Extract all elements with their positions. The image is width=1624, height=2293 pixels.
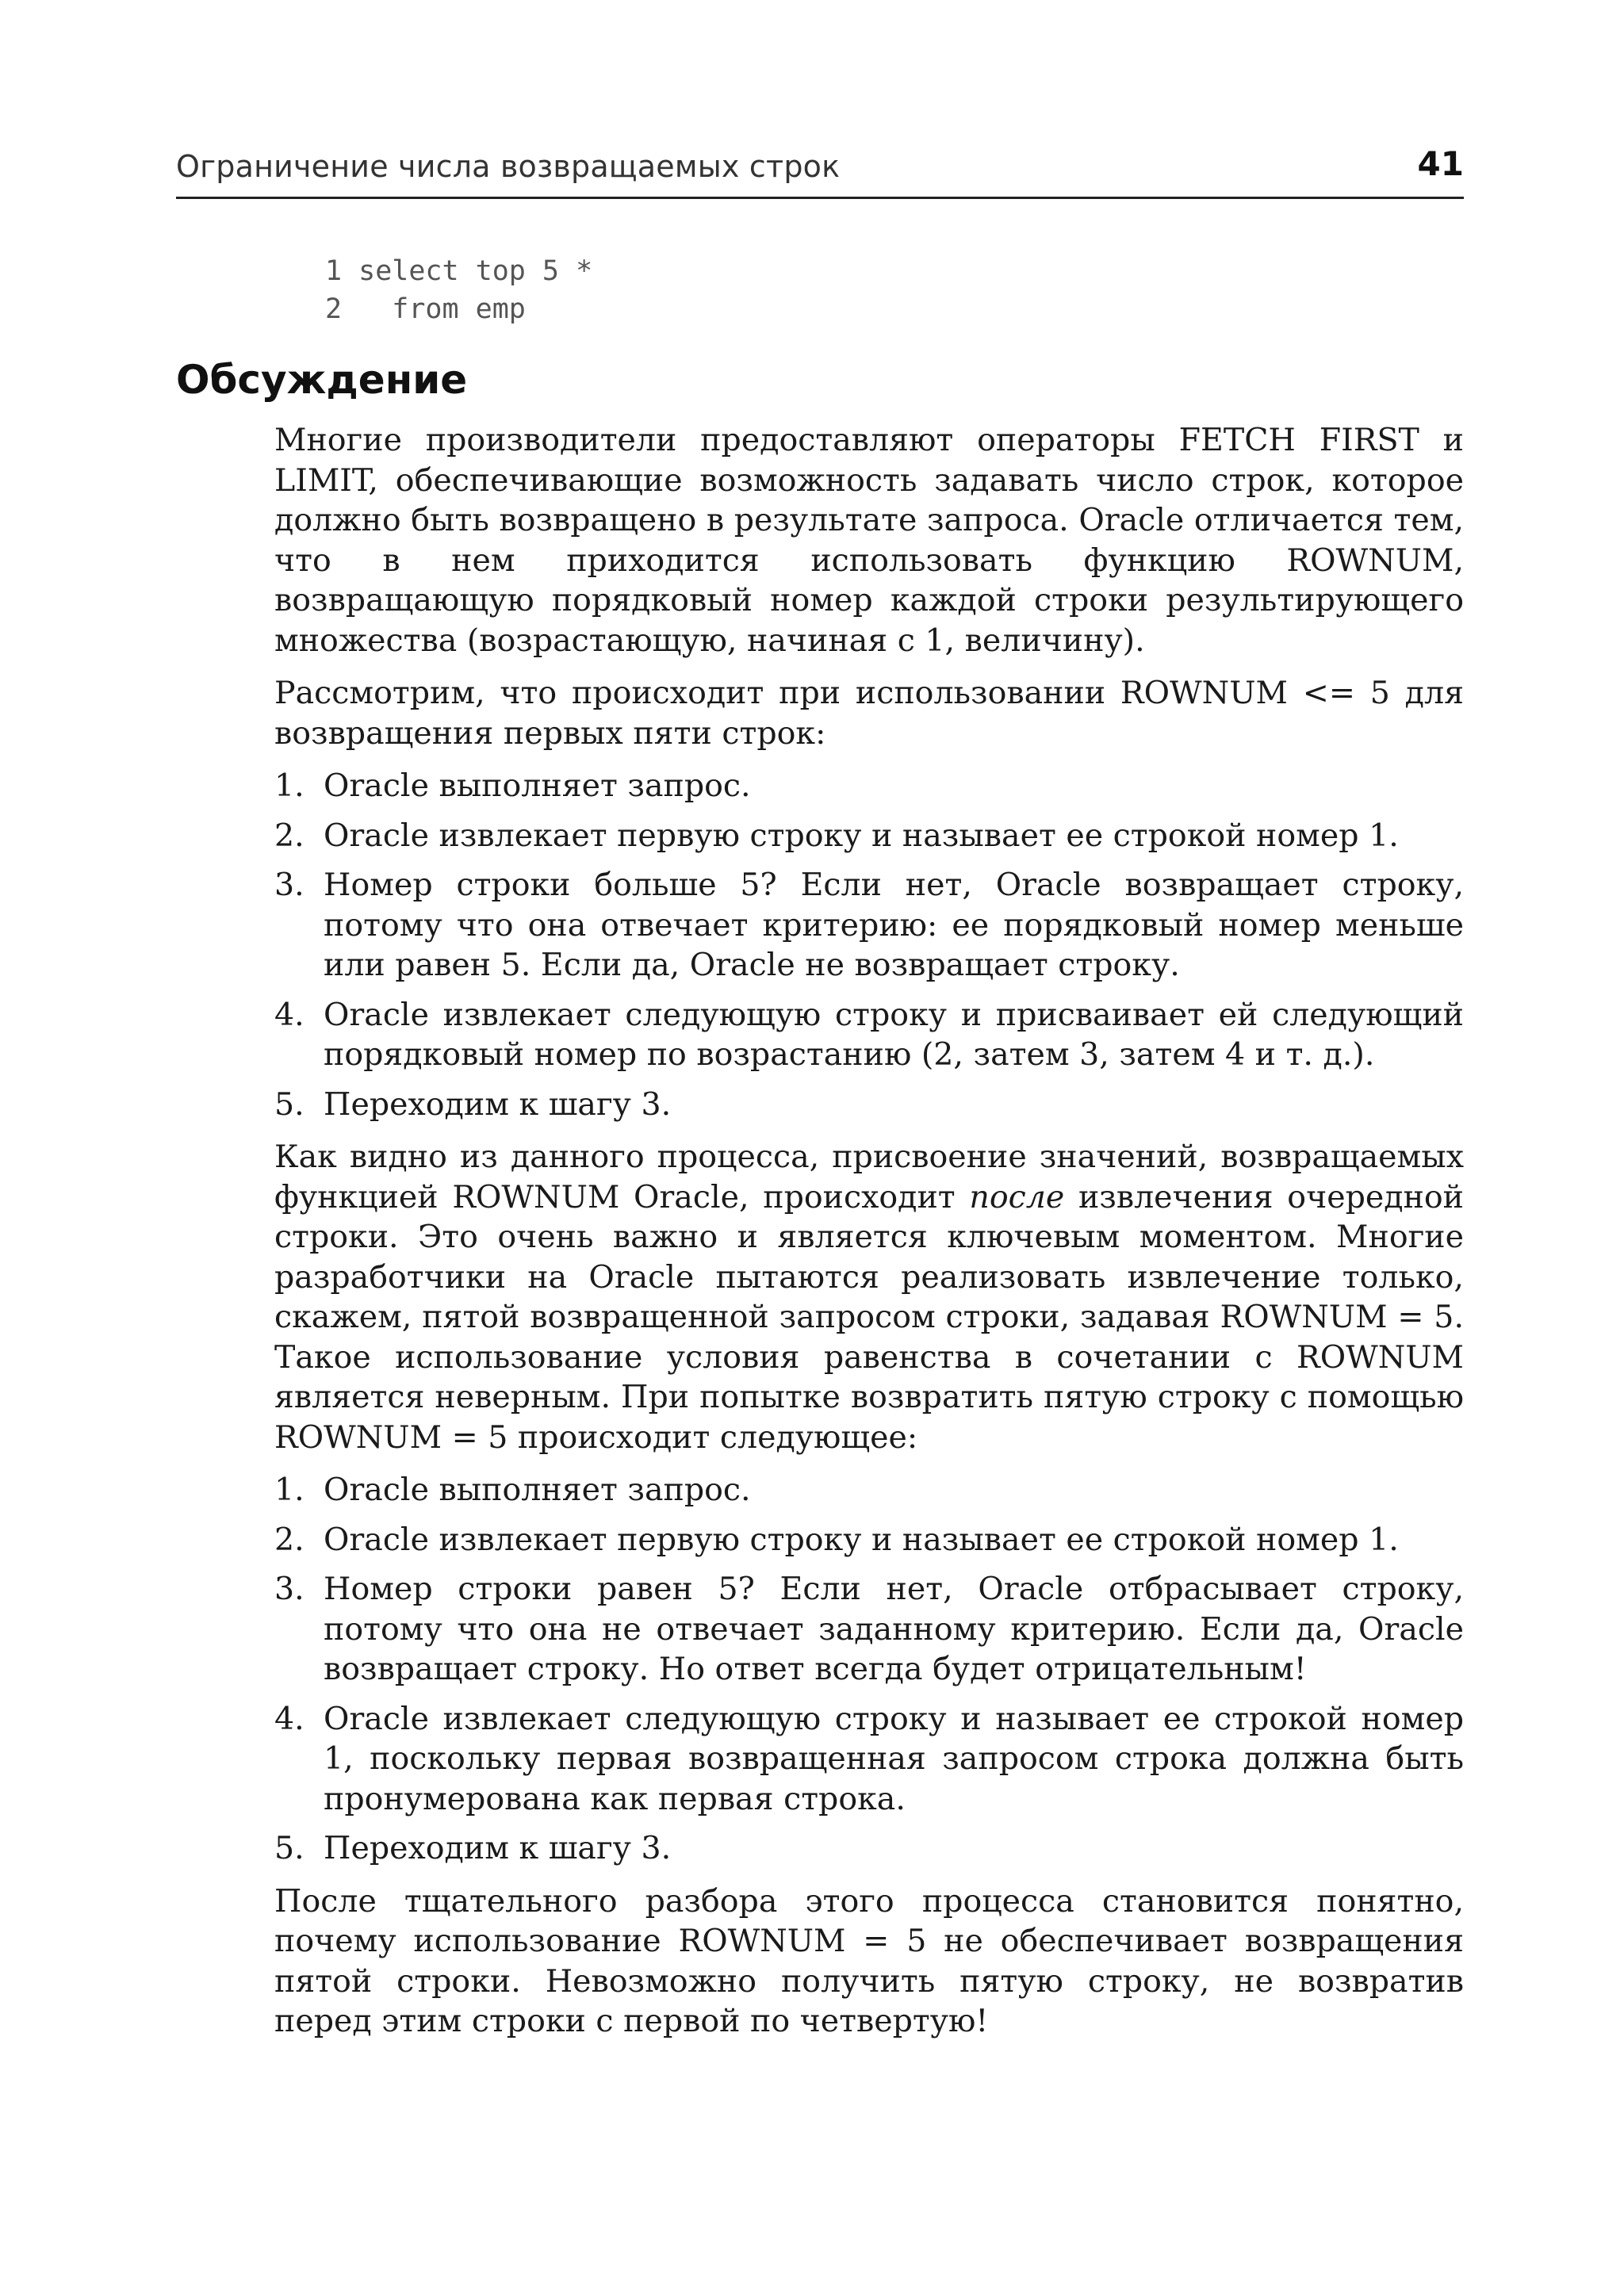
code-line: 2 from emp [325, 293, 526, 325]
paragraph-text: извлечения очередной строки. Это очень важно и является ключевым моментом. Многие разработчики на Oracle пытаются реализовать извлечение только, скажем, пятой возвращенной запросом строки, задавая ROWNUM = 5. Такое использование условия равенства в сочетании с ROWNUM является неверным. При попытке возвратить пятую строку с помощью ROWNUM = 5 происходит следующее: [274, 1178, 1464, 1456]
step-text: Oracle извлекает следующую строку и присваивает ей следующий порядковый номер по возрастанию (2, затем 3, затем 4 и т. д.). [324, 996, 1464, 1073]
code-block [325, 252, 592, 328]
code-line: 1 select top 5 * [325, 255, 593, 287]
list-item [274, 766, 1464, 806]
emphasis-text: после [969, 1178, 1065, 1215]
section-heading: Обсуждение [176, 357, 468, 403]
step-number: 3. [274, 1571, 304, 1607]
step-number: 3. [274, 867, 304, 903]
list-item [274, 816, 1464, 856]
step-number: 4. [274, 996, 304, 1033]
steps-list-first [274, 766, 1464, 1124]
list-item [274, 1828, 1464, 1869]
list-item [274, 1520, 1464, 1560]
page-number: 41 [1417, 144, 1464, 183]
page-header [176, 144, 1464, 199]
paragraph-rownum-eq [274, 1137, 1464, 1457]
step-number: 2. [274, 1521, 304, 1558]
step-text: Oracle выполняет запрос. [324, 768, 751, 804]
running-head: Ограничение числа возвращаемых строк [176, 149, 841, 184]
step-number: 1. [274, 768, 304, 804]
step-text: Номер строки больше 5? Если нет, Oracle возвращает строку, потому что она отвечает критерию: ее порядковый номер меньше или равен 5. Если да, Oracle не возвращает строку. [324, 867, 1464, 983]
paragraph-intro: Многие производители предоставляют операторы FETCH FIRST и LIMIT, обеспечивающие возможность задавать число строк, которое должно быть возвращено в результате запроса. Oracle отличается тем, что в нем приходится использовать функцию ROWNUM, возвращающую порядковый номер каждой строки результирующего множества (возрастающую, начиная с 1, величину). [274, 422, 1464, 659]
step-number: 5. [274, 1830, 304, 1866]
step-text: Oracle извлекает первую строку и называет ее строкой номер 1. [324, 817, 1399, 854]
step-text: Oracle извлекает первую строку и называет ее строкой номер 1. [324, 1521, 1399, 1558]
paragraph-rownum-le: Рассмотрим, что происходит при использовании ROWNUM <= 5 для возвращения первых пяти строк: [274, 675, 1464, 752]
list-item [274, 1085, 1464, 1125]
step-text: Номер строки равен 5? Если нет, Oracle отбрасывает строку, потому что она не отвечает заданному критерию. Если да, Oracle возвращает строку. Но ответ всегда будет отрицательным! [324, 1571, 1464, 1687]
step-text: Переходим к шагу 3. [324, 1085, 672, 1123]
steps-list-second [274, 1470, 1464, 1869]
step-number: 5. [274, 1085, 304, 1123]
step-text: Переходим к шагу 3. [324, 1830, 672, 1866]
list-item [274, 995, 1464, 1075]
list-item [274, 865, 1464, 986]
list-item [274, 1569, 1464, 1690]
step-number: 2. [274, 817, 304, 854]
list-item [274, 1470, 1464, 1510]
step-text: Oracle выполняет запрос. [324, 1472, 751, 1508]
paragraph-conclusion: После тщательного разбора этого процесса становится понятно, почему использование ROWNUM = 5 не обеспечивает возвращения пятой строки. Невозможно получить пятую строку, не возвратив перед этим строки с первой по четвертую! [274, 1882, 1464, 2039]
body-text [274, 420, 1464, 2054]
step-text: Oracle извлекает следующую строку и называет ее строкой номер 1, поскольку первая возвращенная запросом строка должна быть пронумерована как первая строка. [324, 1700, 1464, 1817]
step-number: 1. [274, 1472, 304, 1508]
list-item [274, 1699, 1464, 1820]
paragraph-text: Как видно из данного процесса, присвоение значений, возвращаемых функцией ROWNUM Oracle, происходит [274, 1139, 1464, 1215]
step-number: 4. [274, 1700, 304, 1737]
